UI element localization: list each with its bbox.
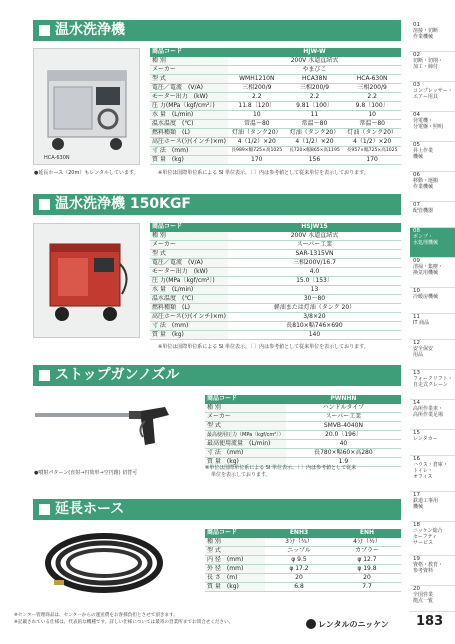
hot-water-washer-150kgf-illustration bbox=[34, 224, 140, 338]
spec-table-enh bbox=[205, 529, 401, 592]
brand-name: レンタルのニッケン bbox=[318, 620, 389, 629]
sidebar-item-17[interactable]: 17 鉄道工事用 機械 bbox=[410, 492, 455, 522]
note-si-units: ※単位は国際単位系による SI 単位表示。〔 〕内は参考値として従来単位を表示しております。 bbox=[158, 344, 369, 350]
spec-table-hjw-w bbox=[150, 48, 401, 165]
section-title: ストップガンノズル bbox=[55, 367, 180, 383]
chapter-index-sidebar bbox=[410, 0, 455, 644]
sidebar-item-11[interactable]: 11 IT 商品 bbox=[410, 314, 455, 340]
note-si-units-cont: 単位を表示しております。 bbox=[211, 472, 271, 478]
table-row: 質 量 (kg) 6.8 7.7 bbox=[205, 582, 401, 591]
table-row: 温水温度 (℃) 常温～80 常温～80 常温～80 bbox=[150, 119, 401, 128]
brand-logo-icon bbox=[306, 619, 316, 629]
spec-table-hsjw15 bbox=[150, 223, 401, 340]
table-row: 寸 法 (mm) 長989×幅725×高1025 長720×幅865×高1195 長957×幅725×高1025 bbox=[150, 146, 401, 155]
note-extension-hose: ●延長ホース（20m）もレンタルしています。 bbox=[34, 170, 139, 176]
sidebar-item-10[interactable]: 10 冷暖房機械 bbox=[410, 288, 455, 314]
hose-coil-illustration bbox=[44, 530, 164, 595]
table-row: 外 径 (mm) φ 17.2 φ 19.8 bbox=[205, 564, 401, 573]
table-row: 燃料種類 (L) 軽油または灯油（タンク 20） bbox=[150, 303, 401, 312]
table-row: 型 式 WMH1210N HCA38N HCA-630N bbox=[150, 74, 401, 83]
table-row: 水 量 (L/min) 10 11 10 bbox=[150, 110, 401, 119]
table-row: 種 別 200V 水道直結式 bbox=[150, 232, 401, 241]
table-row: 長 さ (m) 20 20 bbox=[205, 573, 401, 582]
table-header-row: 商品コード HSJW15 bbox=[150, 223, 401, 232]
sidebar-item-05[interactable]: 05 昇上作業 機械 bbox=[410, 142, 455, 172]
sidebar-item-08[interactable]: 08 ポンプ・ 水処理機械 bbox=[410, 228, 455, 258]
table-row: 質 量 (kg) 1.9 bbox=[205, 457, 401, 466]
sidebar-item-02[interactable]: 02 切断・切削・ 加工・締付 bbox=[410, 52, 455, 82]
sidebar-item-09[interactable]: 09 清掃・集塵・ 换気用機械 bbox=[410, 258, 455, 288]
section-title: 温水洗浄機 bbox=[55, 22, 125, 38]
sidebar-item-18[interactable]: 18 ニッケン総合 セーフティ サービス bbox=[410, 522, 455, 556]
product-photo-hca-630n bbox=[33, 48, 140, 165]
section-header-hot-water-washer bbox=[33, 20, 401, 41]
note-si-units: ※単位は国際単位系による SI 単位表示。〔 〕内は参考値として従来 bbox=[205, 465, 357, 471]
sidebar-item-12[interactable]: 12 安全保安 用品 bbox=[410, 340, 455, 370]
sidebar-item-06[interactable]: 06 移動・運搬 作業機械 bbox=[410, 172, 455, 202]
table-row: モーター出力 (kW) 4.0 bbox=[150, 267, 401, 276]
section-marker bbox=[39, 504, 50, 515]
section-header-hot-water-washer-150kgf bbox=[33, 194, 401, 215]
section-marker bbox=[39, 199, 50, 210]
sidebar-item-14[interactable]: 14 高所作業車・ 高所作業足場 bbox=[410, 400, 455, 430]
table-row: メーカー スーパー工業 bbox=[150, 240, 401, 249]
table-row: 寸 法 (mm) 長810×幅746×690 bbox=[150, 321, 401, 330]
note-si-units: ※単位は国際単位系による SI 単位表示。〔 〕内は参考値として従来単位を表示しております。 bbox=[158, 170, 369, 176]
table-row: 圧 力(MPa〔kgf/cm²〕) 15.0〔153〕 bbox=[150, 276, 401, 285]
section-title: 延長ホース bbox=[55, 501, 125, 517]
table-row: 型 式 SAR-1315VN bbox=[150, 249, 401, 258]
table-row: メーカー やまびこ bbox=[150, 65, 401, 74]
sidebar-item-03[interactable]: 03 コンプレッサー・ エアー用具 bbox=[410, 82, 455, 112]
table-row: 質 量 (kg) 140 bbox=[150, 330, 401, 339]
photo-caption: HCA-630N bbox=[44, 155, 70, 161]
sidebar-item-20[interactable]: 20 全国営業 拠点一覧 bbox=[410, 586, 455, 612]
table-header-row: 商品コード HJW-W bbox=[150, 48, 401, 57]
table-row: 種 別 ハンドルタイプ bbox=[205, 404, 401, 413]
table-header-row: 商品コード ENH3 ENH bbox=[205, 529, 401, 538]
table-row: モーター出力 (kW) 2.2 2.2 2.2 bbox=[150, 92, 401, 101]
table-row: メーカー スーパー工業 bbox=[205, 412, 401, 421]
section-header-extension-hose bbox=[33, 499, 401, 520]
product-photo-stop-gun bbox=[33, 395, 183, 455]
sidebar-item-19[interactable]: 19 資格・教育・ 参考資料 bbox=[410, 556, 455, 586]
product-photo-hose bbox=[44, 530, 164, 595]
product-photo-sar-1315vn bbox=[33, 223, 140, 338]
table-row: 高圧ホース(分(インチ)×m) 3/8×20 bbox=[150, 312, 401, 321]
sidebar-item-13[interactable]: 13 フォークリフト・ 自走式クレーン bbox=[410, 370, 455, 400]
footer-note-center: ※センター管理商品は、センターからの運送費をお客様負担とさせて頂きます。 bbox=[14, 613, 178, 618]
sidebar-item-07[interactable]: 07 配管機器 bbox=[410, 202, 455, 228]
table-row: 型 式 SMVB-4040N bbox=[205, 421, 401, 430]
table-row: 燃料種類 (L) 灯油（タンク20） 灯油（タンク20） 灯油（タンク20） bbox=[150, 128, 401, 137]
table-row: 水 量 (L/min) 13 bbox=[150, 285, 401, 294]
table-row: 最高使用流量 (L/min) 40 bbox=[205, 439, 401, 448]
sidebar-item-16[interactable]: 16 ハウス・倉庫・ トイレ・ オフィス bbox=[410, 456, 455, 492]
section-header-stop-gun-nozzle bbox=[33, 365, 401, 386]
note-spray-pattern: ●噴射パターン(直射→円筒形→空円錐) 切替可 bbox=[34, 470, 138, 476]
table-row: 電圧／電流 (V/A) 三相200/9 三相200/9 三相200/9 bbox=[150, 83, 401, 92]
footer-note-spec: ※記載されている仕様は、代表的な機種です。詳しい仕様については最寄の営業所までお問合せください。 bbox=[14, 620, 234, 625]
sidebar-item-01[interactable]: 01 溶接・切断 作業機械 bbox=[410, 22, 455, 52]
table-row: 圧 力(MPa〔kgf/cm²〕) 11.8〔120〕 9.81〔100〕 9.8〔100〕 bbox=[150, 101, 401, 110]
table-row: 種 別 200V 水道直結式 bbox=[150, 57, 401, 66]
table-row: 高圧ホース(分(インチ)×m) 4（1/2）×20 4（1/2）×20 4（1/2）×20 bbox=[150, 137, 401, 146]
sidebar-item-15[interactable]: 15 レンタカー bbox=[410, 430, 455, 456]
table-row: 寸 法 (mm) 長780×幅60×高280 bbox=[205, 448, 401, 457]
section-title: 温水洗浄機 150KGF bbox=[55, 196, 192, 212]
spray-gun-illustration bbox=[33, 395, 183, 455]
table-row: 型 式 ニップル カプラー bbox=[205, 546, 401, 555]
spec-table-pwnhn bbox=[205, 395, 401, 467]
table-row: 最高使用圧力（MPa〔kgf/cm²〕） 20.0〔196〕 bbox=[205, 430, 401, 439]
table-row: 内 径 (mm) φ 9.5 φ 12.7 bbox=[205, 555, 401, 564]
table-row: 温水温度 (℃) 30～80 bbox=[150, 294, 401, 303]
hot-water-washer-illustration bbox=[34, 49, 140, 165]
sidebar-item-04[interactable]: 04 発電機・ 分電盤・照明 bbox=[410, 112, 455, 142]
table-row: 種 別 3分（¾） 4分（½） bbox=[205, 538, 401, 547]
section-marker bbox=[39, 25, 50, 36]
table-row: 電圧／電流 (V/A) 三相200V/16.7 bbox=[150, 258, 401, 267]
table-row: 質 量 (kg) 170 156 170 bbox=[150, 155, 401, 164]
section-marker bbox=[39, 370, 50, 381]
page-number: 183 bbox=[416, 614, 444, 629]
table-header-row: 商品コード PWNHN bbox=[205, 395, 401, 404]
